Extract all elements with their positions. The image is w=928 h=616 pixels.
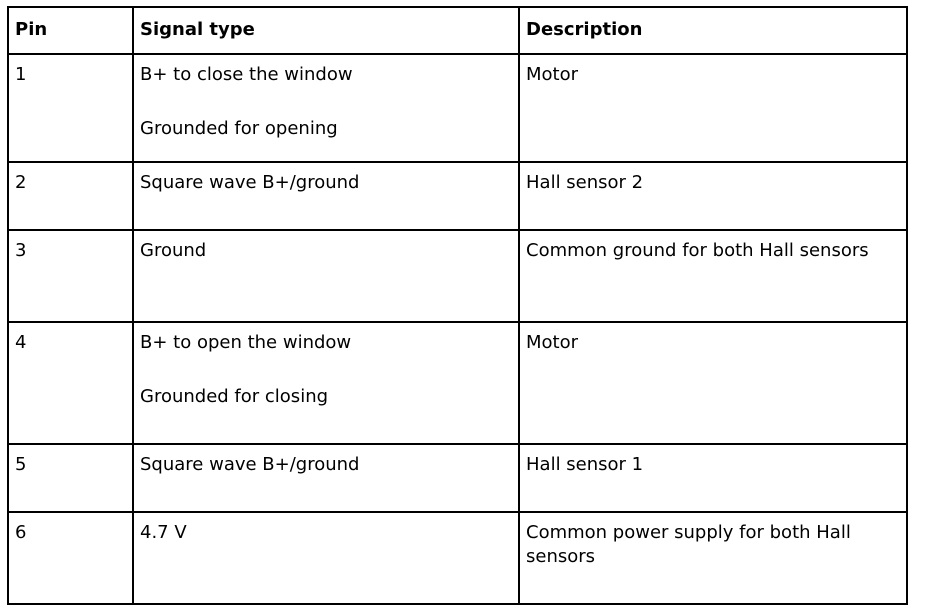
signal-type-cell (133, 322, 519, 444)
description-cell: Hall sensor 1 (519, 444, 907, 512)
header-signal-type: Signal type (133, 7, 519, 54)
description-cell: Motor (519, 322, 907, 444)
signal-line: Ground (140, 240, 207, 261)
pin-cell: 3 (8, 230, 133, 322)
table-row (8, 54, 907, 162)
signal-line: Grounded for opening (140, 118, 338, 139)
pin-cell: 5 (8, 444, 133, 512)
pin-cell: 4 (8, 322, 133, 444)
signal-type-cell (133, 162, 519, 230)
table-row (8, 322, 907, 444)
signal-line: Square wave B+/ground (140, 454, 360, 475)
pin-table (7, 6, 908, 605)
header-pin: Pin (8, 7, 133, 54)
table-row (8, 512, 907, 604)
description-cell: Hall sensor 2 (519, 162, 907, 230)
signal-type-cell (133, 230, 519, 322)
table-row (8, 230, 907, 322)
signal-type-cell (133, 512, 519, 604)
signal-type-cell (133, 54, 519, 162)
table-row (8, 162, 907, 230)
signal-line: Grounded for closing (140, 386, 329, 407)
table-header-row (8, 7, 907, 54)
description-cell: Common ground for both Hall sensors (519, 230, 907, 322)
description-cell: Motor (519, 54, 907, 162)
pin-cell: 2 (8, 162, 133, 230)
header-description: Description (519, 7, 907, 54)
signal-line: Square wave B+/ground (140, 172, 360, 193)
pin-cell: 1 (8, 54, 133, 162)
signal-line: B+ to open the window (140, 332, 352, 353)
signal-line: 4.7 V (140, 522, 187, 543)
table-row (8, 444, 907, 512)
pin-cell: 6 (8, 512, 133, 604)
signal-line: B+ to close the window (140, 64, 353, 85)
signal-type-cell (133, 444, 519, 512)
description-cell: Common power supply for both Hall sensors (519, 512, 907, 604)
